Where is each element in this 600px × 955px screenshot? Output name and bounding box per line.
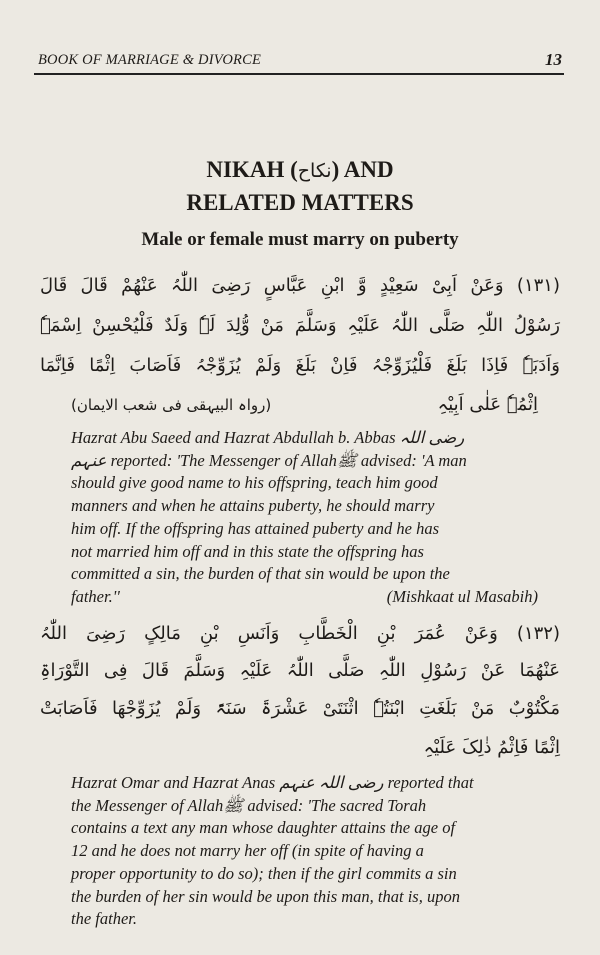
hadith-132-arabic-line-3: مَکْتُوْبٌ مَنْ بَلَغَتِ ابْنَتُہٗ اثْنَتَیْ عَشْرَۃَ سَنَۃً وَلَمْ یُزَوِّجْھَا فَاَصَابَتْ xyxy=(40,698,560,719)
chapter-title-line1: NIKAH (نکاح) AND xyxy=(206,157,394,182)
translation-line: the father. xyxy=(71,909,137,929)
hadith-131-reference-line xyxy=(71,394,538,420)
translation-line: father.'' (Mishkaat ul Masabih) xyxy=(71,586,538,609)
translation-line: عنہم reported: 'The Messenger of Allahﷺ advised: 'A man xyxy=(71,450,467,470)
section-subtitle: Male or female must marry on puberty xyxy=(141,229,459,250)
hadith-131-source: (Mishkaat ul Masabih) xyxy=(386,586,538,606)
hadith-131-translation xyxy=(71,427,538,609)
hadith-132-arabic-line-4: اِثْمًا فَاِثْمُ ذٰلِکَ عَلَیْہِ xyxy=(423,737,560,758)
hadith-132-translation xyxy=(71,772,538,931)
chapter-title xyxy=(0,154,600,218)
running-header xyxy=(34,48,564,72)
translation-line: should give good name to his offspring, teach him good xyxy=(71,473,438,493)
hadith-132-arabic-line-1: (۱۳۲) وَعَنْ عُمَرَ بْنِ الْخَطَّابِ وَاَنَسِ بْنِ مَالِکٍ رَضِیَ اللّٰہُ xyxy=(40,623,560,644)
translation-line: contains a text any man whose daughter attains the age of xyxy=(71,818,456,838)
translation-line: Hazrat Omar and Hazrat Anas رضی اللہ عنہم reported that xyxy=(71,773,474,792)
translation-line: committed a sin, the burden of that sin would be upon the xyxy=(71,564,450,584)
translation-line: Hazrat Abu Saeed and Hazrat Abdullah b. Abbas رضی اللہ xyxy=(71,428,465,447)
translation-line: manners and when he attains puberty, he should marry xyxy=(71,496,435,516)
hadith-131-arabic-line-4: اِثْمُہٗ عَلٰی اَبِیْہِ xyxy=(437,394,538,415)
hadith-131-arabic-line-3: وَاَدَبَہٗ فَاِذَا بَلَغَ فَلْیُزَوِّجْہُ فَاِنْ بَلَغَ وَلَمْ یُزَوِّجْہُ فَاَصَابَ اِثْمًا فَاِنَّمَا xyxy=(40,355,560,376)
translation-line: the burden of her sin would be upon this man, that is, upon xyxy=(71,886,460,906)
hadith-131-arabic-line-2: رَسُوْلُ اللّٰہِ صَلَّی اللّٰہُ عَلَیْہِ وَسَلَّمَ مَنْ وُّلِدَ لَہٗ وَلَدٌ فَلْیُحْسِنْ اِسْمَہٗ xyxy=(40,315,560,336)
translation-line: him off. If the offspring has attained puberty and he has xyxy=(71,518,440,538)
header-rule xyxy=(34,73,564,75)
hadith-132-arabic-line-2: عَنْھُمَا عَنْ رَسُوْلِ اللّٰہِ صَلَّی اللّٰہُ عَلَیْہِ وَسَلَّمَ قَالَ فِی التَّوْرَاۃِ xyxy=(40,660,560,681)
translation-line: the Messenger of Allahﷺ advised: 'The sacred Torah xyxy=(71,795,427,815)
translation-line: proper opportunity to do so); then if the girl commits a sin xyxy=(71,863,457,883)
running-title: BOOK OF MARRIAGE & DIVORCE xyxy=(38,52,262,68)
page-number: 13 xyxy=(545,50,562,69)
chapter-title-line2: RELATED MATTERS xyxy=(186,190,414,215)
hadith-131-arabic-line-1: (۱۳۱) وَعَنْ اَبِیْ سَعِیْدٍ وَّ ابْنِ عَبَّاسٍ رَضِیَ اللّٰہُ عَنْھُمْ قَالَ قَالَ xyxy=(40,275,560,296)
hadith-131-reference: (رواہ البیہقی فی شعب الایمان) xyxy=(71,396,272,414)
translation-line: 12 and he does not marry her off (in spite of having a xyxy=(71,841,424,861)
translation-line: not married him off and in this state the offspring has xyxy=(71,541,424,561)
chapter-title-arabic: نکاح xyxy=(297,160,332,182)
